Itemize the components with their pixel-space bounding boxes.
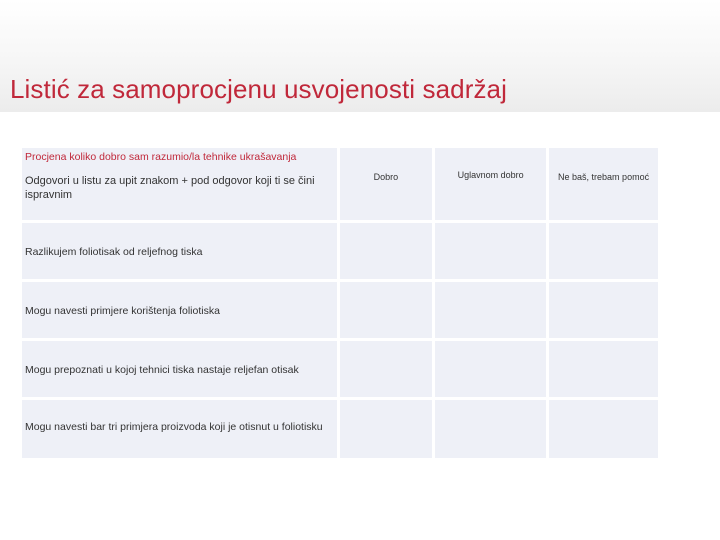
answer-cell-ne-bas[interactable] [549,282,658,338]
table-row [22,341,658,397]
statement-text: Razlikujem foliotisak od reljefnog tiska [25,246,203,258]
instruction-text: Odgovori u listu za upit znakom + pod odgovor koji ti se čini ispravnim [25,175,315,201]
answer-cell-dobro[interactable] [340,223,433,279]
table-header-row [22,148,658,220]
page-title: Listić za samoprocjenu usvojenosti sadržaj [10,74,507,104]
self-assessment-table [19,145,661,461]
rating-label: Ne baš, trebam pomoć [558,172,650,182]
table-row [22,223,658,279]
answer-cell-uglavnom-dobro[interactable] [435,223,546,279]
statement-text: Mogu prepoznati u kojoj tehnici tiska nastaje reljefan otisak [25,364,299,376]
answer-cell-dobro[interactable] [340,341,433,397]
rating-header-ne-bas [549,148,658,220]
answer-cell-dobro[interactable] [340,282,433,338]
rating-label: Uglavnom dobro [457,170,524,180]
answer-cell-ne-bas[interactable] [549,400,658,458]
header-cell [22,148,337,220]
rating-header-dobro [340,148,433,220]
statement-cell [22,400,337,458]
statement-cell [22,341,337,397]
answer-cell-dobro[interactable] [340,400,433,458]
rating-label: Dobro [373,172,399,182]
answer-cell-uglavnom-dobro[interactable] [435,400,546,458]
table-row [22,400,658,458]
answer-cell-uglavnom-dobro[interactable] [435,341,546,397]
table-row [22,282,658,338]
statement-cell [22,223,337,279]
answer-cell-ne-bas[interactable] [549,223,658,279]
answer-cell-uglavnom-dobro[interactable] [435,282,546,338]
statement-cell [22,282,337,338]
statement-text: Mogu navesti bar tri primjera proizvoda koji je otisnut u foliotisku [25,421,323,433]
answer-cell-ne-bas[interactable] [549,341,658,397]
rating-header-uglavnom-dobro [435,148,546,220]
assessment-heading: Procjena koliko dobro sam razumio/la tehnike ukrašavanja [25,151,297,163]
statement-text: Mogu navesti primjere korištenja foliotiska [25,305,220,317]
